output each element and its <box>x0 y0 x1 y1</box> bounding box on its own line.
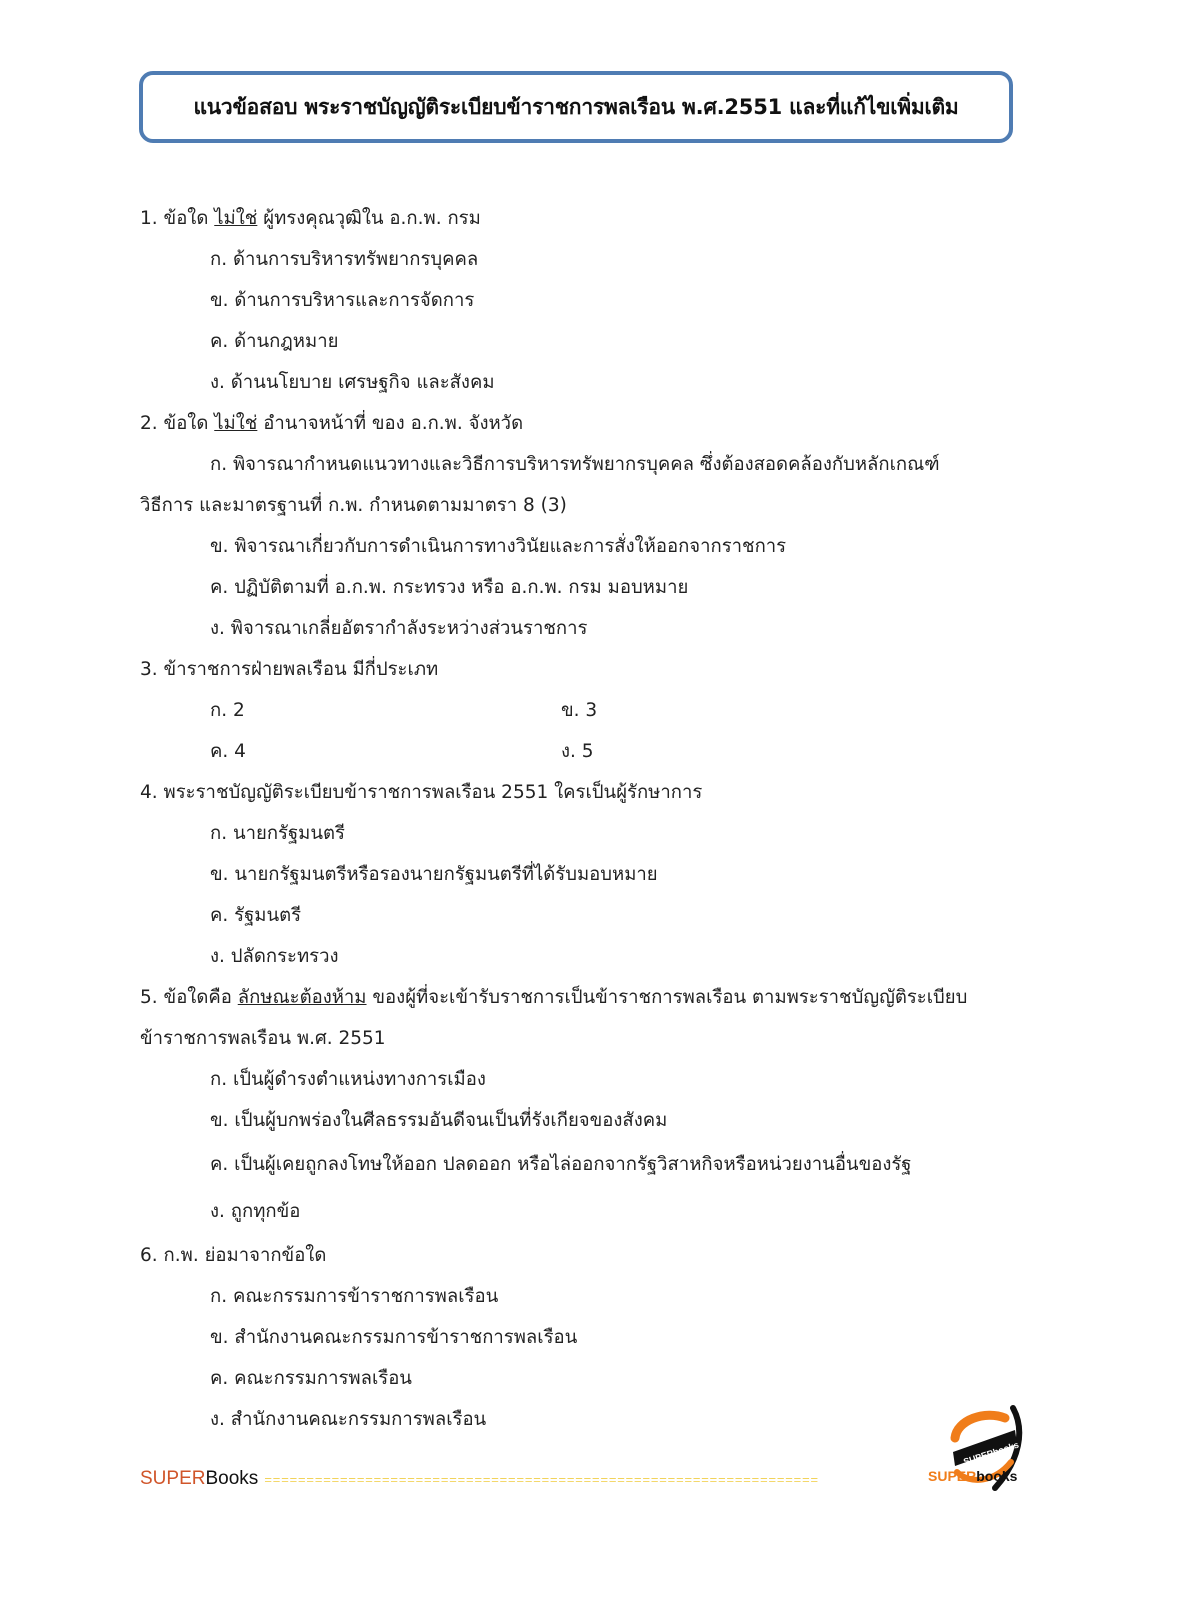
question-number: 4. <box>140 782 158 803</box>
question-number: 6. <box>140 1245 158 1266</box>
question-6 <box>140 1235 1020 1276</box>
footer-brand-left: SUPERBooks <box>140 1468 259 1489</box>
choice-1c: ค. ด้านกฎหมาย <box>210 331 339 352</box>
question-suffix: ของผู้ที่จะเข้ารับราชการเป็นข้าราชการพลเรือน ตามพระราชบัญญัติระเบียบ <box>372 987 968 1008</box>
choice-3c: ค. 4 <box>210 741 246 762</box>
choice-3a: ก. 2 <box>210 700 245 721</box>
page-title: แนวข้อสอบ พระราชบัญญัติระเบียบข้าราชการพลเรือน พ.ศ.2551 และที่แก้ไขเพิ่มเติม <box>193 94 959 119</box>
question-prefix: ข้อใด <box>163 413 209 434</box>
question-emphasis: ไม่ใช่ <box>214 208 258 229</box>
question-number: 2. <box>140 413 158 434</box>
question-1 <box>140 198 1020 239</box>
question-suffix: อำนาจหน้าที่ ของ อ.ก.พ. จังหวัด <box>263 413 524 434</box>
question-5-continuation: ข้าราชการพลเรือน พ.ศ. 2551 <box>140 1028 386 1049</box>
question-text: พระราชบัญญัติระเบียบข้าราชการพลเรือน 2551 ใครเป็นผู้รักษาการ <box>163 782 703 803</box>
choice-2a: ก. พิจารณากำหนดแนวทางและวิธีการบริหารทรัพยากรบุคคล ซึ่งต้องสอดคล้องกับหลักเกณฑ์ <box>210 454 940 475</box>
choice-3b: ข. 3 <box>561 700 598 721</box>
choice-4d: ง. ปลัดกระทรวง <box>210 946 339 967</box>
question-prefix: ข้อใดคือ <box>163 987 232 1008</box>
question-text: ก.พ. ย่อมาจากข้อใด <box>163 1245 327 1266</box>
question-3 <box>140 649 1020 690</box>
choice-6a: ก. คณะกรรมการข้าราชการพลเรือน <box>210 1286 499 1307</box>
footer-brand-right: SUPERbooks <box>928 1468 1018 1484</box>
footer-divider: ================================================================== <box>264 1472 819 1488</box>
footer <box>140 1464 1040 1494</box>
question-prefix: ข้อใด <box>163 208 209 229</box>
svg-text:SUPERbooks: SUPERbooks <box>962 1439 1020 1467</box>
choice-3d: ง. 5 <box>561 741 594 762</box>
choice-row-3-2 <box>140 731 1020 772</box>
choice-4c: ค. รัฐมนตรี <box>210 905 302 926</box>
choice-row-3-1 <box>140 690 1020 731</box>
question-list <box>140 198 1020 1440</box>
question-emphasis: ไม่ใช่ <box>214 413 258 434</box>
choice-6b: ข. สำนักงานคณะกรรมการข้าราชการพลเรือน <box>210 1327 578 1348</box>
choice-5a: ก. เป็นผู้ดำรงตำแหน่งทางการเมือง <box>210 1069 486 1090</box>
question-4 <box>140 772 1020 813</box>
question-text: ข้าราชการฝ่ายพลเรือน มีกี่ประเภท <box>163 659 439 680</box>
question-2 <box>140 403 1020 444</box>
choice-2a-continuation: วิธีการ และมาตรฐานที่ ก.พ. กำหนดตามมาตรา 8 (3) <box>140 495 567 516</box>
choice-5d: ง. ถูกทุกข้อ <box>210 1201 301 1222</box>
choice-5c: ค. เป็นผู้เคยถูกลงโทษให้ออก ปลดออก หรือไล่ออกจากรัฐวิสาหกิจหรือหน่วยงานอื่นของรัฐ <box>210 1154 912 1175</box>
choice-5b: ข. เป็นผู้บกพร่องในศีลธรรมอันดีจนเป็นที่รังเกียจของสังคม <box>210 1110 668 1131</box>
choice-4b: ข. นายกรัฐมนตรีหรือรองนายกรัฐมนตรีที่ได้รับมอบหมาย <box>210 864 658 885</box>
choice-6d: ง. สำนักงานคณะกรรมการพลเรือน <box>210 1409 487 1430</box>
question-emphasis: ลักษณะต้องห้าม <box>237 987 367 1008</box>
choice-2c: ค. ปฏิบัติตามที่ อ.ก.พ. กระทรวง หรือ อ.ก.พ. กรม มอบหมาย <box>210 577 689 598</box>
question-suffix: ผู้ทรงคุณวุฒิใน อ.ก.พ. กรม <box>263 208 481 229</box>
choice-2d: ง. พิจารณาเกลี่ยอัตรากำลังระหว่างส่วนราชการ <box>210 618 588 639</box>
choice-2b: ข. พิจารณาเกี่ยวกับการดำเนินการทางวินัยและการสั่งให้ออกจากราชการ <box>210 536 787 557</box>
title-box <box>139 71 1013 143</box>
choice-1a: ก. ด้านการบริหารทรัพยากรบุคคล <box>210 249 479 270</box>
choice-1b: ข. ด้านการบริหารและการจัดการ <box>210 290 475 311</box>
question-number: 5. <box>140 987 158 1008</box>
choice-4a: ก. นายกรัฐมนตรี <box>210 823 345 844</box>
question-number: 1. <box>140 208 158 229</box>
choice-6c: ค. คณะกรรมการพลเรือน <box>210 1368 412 1389</box>
question-5 <box>140 977 1020 1018</box>
choice-1d: ง. ด้านนโยบาย เศรษฐกิจ และสังคม <box>210 372 495 393</box>
question-number: 3. <box>140 659 158 680</box>
